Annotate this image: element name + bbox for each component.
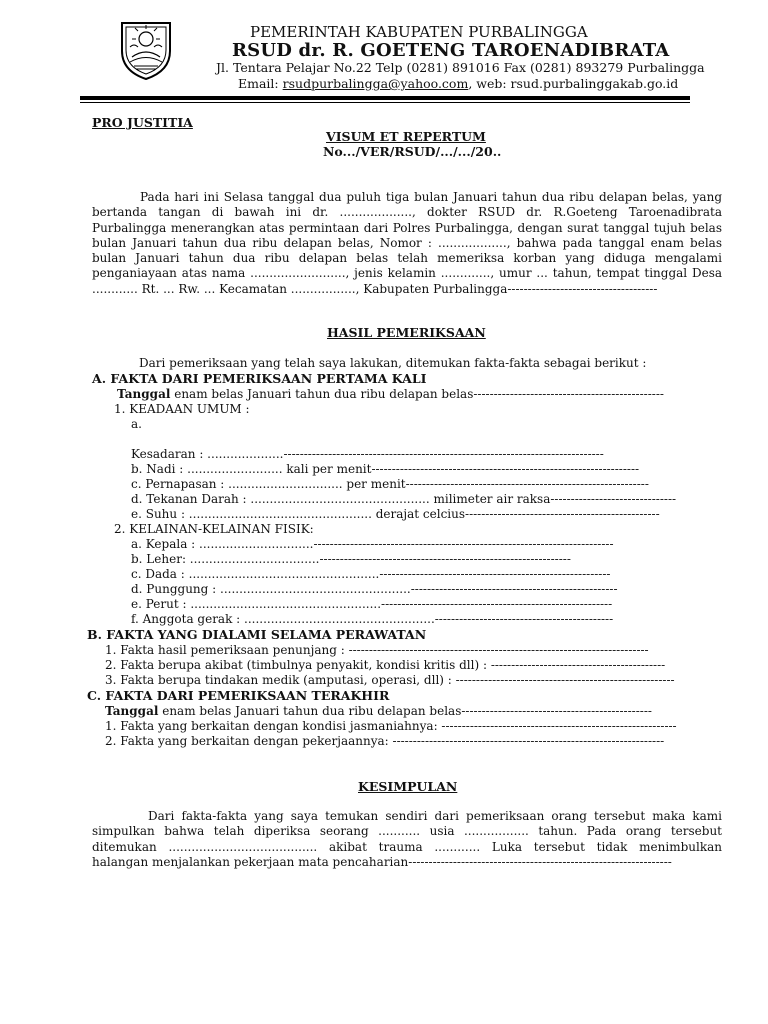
header-address: Jl. Tentara Pelajar No.22 Telp (0281) 891016 Fax (0281) 893279 Purbalingga: [216, 60, 705, 75]
kesimpulan-title: KESIMPULAN: [358, 779, 458, 794]
perut-row: e. Perut : ..................................................---------------------------------------------------------: [131, 597, 613, 611]
pro-justitia-label: PRO JUSTITIA: [92, 115, 193, 130]
tanggal-label: Tanggal: [105, 704, 159, 718]
intro-paragraph: [92, 190, 722, 297]
header-hospital-name: RSUD dr. R. GOETENG TAROENADIBRATA: [232, 40, 670, 61]
kesimpulan-line: simpulkan bahwa telah diperiksa seorang ........... usia ................. tahun. Pada orang tersebut: [92, 824, 722, 839]
suhu-row: e. Suhu : ................................................ derajat celcius------------------------------------------------: [131, 507, 660, 521]
section-a-date: [117, 387, 664, 401]
leher-row: b. Leher: ..................................--------------------------------------------------------------: [131, 552, 571, 566]
document-number: No.../VER/RSUD/.../.../20..: [323, 144, 502, 159]
section-b-item-3: 3. Fakta berupa tindakan medik (amputasi, operasi, dll) : ------------------------------------------------------: [105, 673, 675, 687]
tanggal-text: enam belas Januari tahun dua ribu delapan belas-----------------------------------------------: [170, 387, 664, 401]
anggota-gerak-row: f. Anggota gerak : ..................................................--------------------------------------------: [131, 612, 614, 626]
intro-line: bulan Januari tahun dua ribu delapan belas telah memeriksa korban yang diduga mengalami: [92, 251, 722, 266]
kesadaran-row: Kesadaran : ....................-------------------------------------------------------------------------------: [131, 447, 604, 461]
keadaan-umum-item-a: a.: [131, 417, 142, 431]
intro-line: penganiayaan atas nama ........................., jenis kelamin ............., umur ... tahun, tempat tinggal Desa: [92, 266, 722, 281]
email-label: Email:: [238, 76, 283, 91]
intro-line: bertanda tangan di bawah ini dr. ..................., dokter RSUD dr. R.Goeteng Taroenadibrata: [92, 205, 722, 220]
intro-line: Pada hari ini Selasa tanggal dua puluh tiga bulan Januari tahun dua ribu delapan belas, yang: [140, 190, 722, 204]
kesimpulan-line: Dari fakta-fakta yang saya temukan sendiri dari pemeriksaan orang tersebut maka kami: [148, 809, 722, 823]
kesimpulan-line: halangan menjalankan pekerjaan mata pencaharian-----------------------------------------------------------------: [92, 854, 672, 869]
section-b-title: B. FAKTA YANG DIALAMI SELAMA PERAWATAN: [87, 627, 427, 642]
section-b-item-1: 1. Fakta hasil pemeriksaan penunjang : --------------------------------------------------------------------------: [105, 643, 649, 657]
kepala-row: a. Kepala : ..............................--------------------------------------------------------------------------: [131, 537, 614, 551]
nadi-row: b. Nadi : ......................... kali per menit------------------------------------------------------------------: [131, 462, 640, 476]
dada-row: c. Dada : ..................................................---------------------------------------------------------: [131, 567, 611, 581]
kesimpulan-line: ditemukan ....................................... akibat trauma ............ Luka tersebut tidak menimbulkan: [92, 839, 722, 854]
regency-coat-of-arms-icon: [118, 17, 174, 81]
header-government-name: PEMERINTAH KABUPATEN PURBALINGGA: [250, 23, 588, 41]
section-b-item-2: 2. Fakta berupa akibat (timbulnya penyakit, kondisi kritis dll) : -------------------------------------------: [105, 658, 666, 672]
kesimpulan-paragraph: [92, 809, 722, 870]
header-divider-thick: [80, 96, 690, 100]
punggung-row: d. Punggung : ..................................................---------------------------------------------------: [131, 582, 618, 596]
hasil-pemeriksaan-title: HASIL PEMERIKSAAN: [327, 325, 486, 340]
section-c-item-1: 1. Fakta yang berkaitan dengan kondisi jasmaniahnya: ----------------------------------------------------------: [105, 719, 677, 733]
keadaan-umum-heading: 1. KEADAAN UMUM :: [114, 402, 250, 416]
intro-line: ............ Rt. ... Rw. ... Kecamatan ................., Kabupaten Purbalingga-------------------------------------: [92, 281, 658, 296]
section-c-date: [105, 704, 652, 718]
section-c-item-2: 2. Fakta yang berkaitan dengan pekerjaannya: -------------------------------------------------------------------: [105, 734, 665, 748]
document-title: VISUM ET REPERTUM: [326, 129, 486, 144]
hasil-intro-text: Dari pemeriksaan yang telah saya lakukan, ditemukan fakta-fakta sebagai berikut :: [139, 356, 647, 370]
tekanan-darah-row: d. Tekanan Darah : ............................................... milimeter air raksa-------------------------------: [131, 492, 677, 506]
web-text: , web: rsud.purbalinggakab.go.id: [468, 76, 679, 91]
tanggal-text: enam belas Januari tahun dua ribu delapan belas-----------------------------------------------: [158, 704, 652, 718]
header-divider-thin: [80, 102, 690, 103]
pernapasan-row: c. Pernapasan : .............................. per menit------------------------------------------------------------: [131, 477, 649, 491]
kelainan-fisik-heading: 2. KELAINAN-KELAINAN FISIK:: [114, 522, 314, 536]
header-contact: [238, 76, 678, 91]
section-a-title: A. FAKTA DARI PEMERIKSAAN PERTAMA KALI: [92, 371, 427, 386]
tanggal-label: Tanggal: [117, 387, 171, 401]
section-c-title: C. FAKTA DARI PEMERIKSAAN TERAKHIR: [87, 688, 390, 703]
email-link[interactable]: rsudpurbalingga@yahoo.com: [282, 76, 469, 91]
intro-line: bulan Januari tahun dua ribu delapan belas, Nomor : .................., bahwa pada tanggal enam belas: [92, 235, 722, 250]
intro-line: Purbalingga menerangkan atas permintaan dari Polres Purbalingga, dengan surat tanggal tujuh belas: [92, 220, 722, 235]
